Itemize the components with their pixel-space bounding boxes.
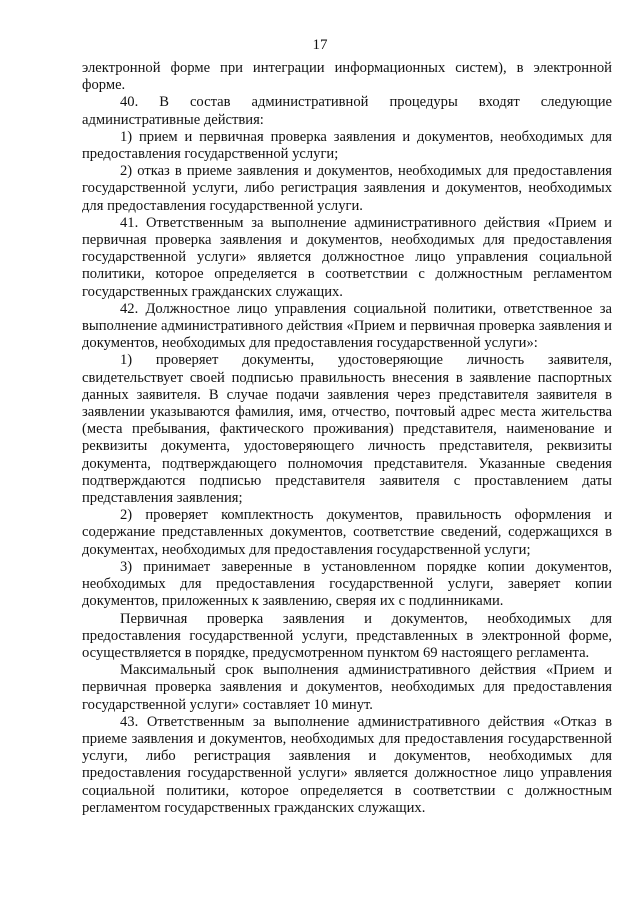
paragraph-40: 40. В состав административной процедуры входят следующие административные действия: (82, 94, 612, 128)
paragraph-42-item-1: 1) проверяет документы, удостоверяющие личность заявителя, свидетельствует своей подписью правильность внесения в заявление паспортных данных заявителя. В случае подачи заявления через представителя заявителя в заявлении указываются фамилия, имя, отчество, почтовый адрес места жительства (места пребывания, фактического проживания) представителя, наименование и реквизиты документа, удостоверяющего личность представителя, реквизиты документа, подтверждающего полномочия представителя. Указанные сведения подтверждаются подписью представителя заявителя с проставлением даты представления заявления; (82, 352, 612, 507)
paragraph-initial-check: Первичная проверка заявления и документов, необходимых для предоставления государственной услуги, представленных в электронной форме, осуществляется в порядке, предусмотренном пунктом 69 настоящего регламента. (82, 610, 612, 661)
paragraph-42-item-3: 3) принимает заверенные в установленном порядке копии документов, необходимых для предоставления государственной услуги, заверяет копии документов, приложенных к заявлению, сверяя их с подлинниками. (82, 558, 612, 610)
document-body (82, 60, 612, 817)
paragraph-40-item-1: 1) прием и первичная проверка заявления и документов, необходимых для предоставления государственной услуги; (82, 128, 612, 163)
page-number: 17 (312, 37, 328, 53)
paragraph-42: 42. Должностное лицо управления социальной политики, ответственное за выполнение административного действия «Прием и первичная проверка заявления и документов, необходимых для предоставления государственной услуги»: (82, 300, 612, 352)
paragraph-41: 41. Ответственным за выполнение административного действия «Прием и первичная проверка заявления и документов, необходимых для предоставления государственной услуги» является должностное лицо управления социальной политики, которое определяется в соответствии с должностным регламентом государственных гражданских служащих. (82, 214, 612, 300)
paragraph-42-item-2: 2) проверяет комплектность документов, правильность оформления и содержание представленных документов, соответствие сведений, содержащихся в документах, необходимых для предоставления государственной услуги; (82, 507, 612, 558)
paragraph-continuation: электронной форме при интеграции информационных систем), в электронной форме. (82, 60, 612, 94)
paragraph-43: 43. Ответственным за выполнение административного действия «Отказ в приеме заявления и документов, необходимых для предоставления государственной услуги, либо регистрация заявления и документов, необходимых для предоставления государственной услуги» является должностное лицо управления социальной политики, которое определяется в соответствии с должностным регламентом государственных гражданских служащих. (82, 713, 612, 816)
paragraph-40-item-2: 2) отказ в приеме заявления и документов, необходимых для предоставления государственной услуги, либо регистрация заявления и документов, необходимых для предоставления государственной услуги. (82, 163, 612, 214)
paragraph-max-duration: Максимальный срок выполнения административного действия «Прием и первичная проверка заявления и документов, необходимых для предоставления государственной услуги» составляет 10 минут. (82, 662, 612, 713)
